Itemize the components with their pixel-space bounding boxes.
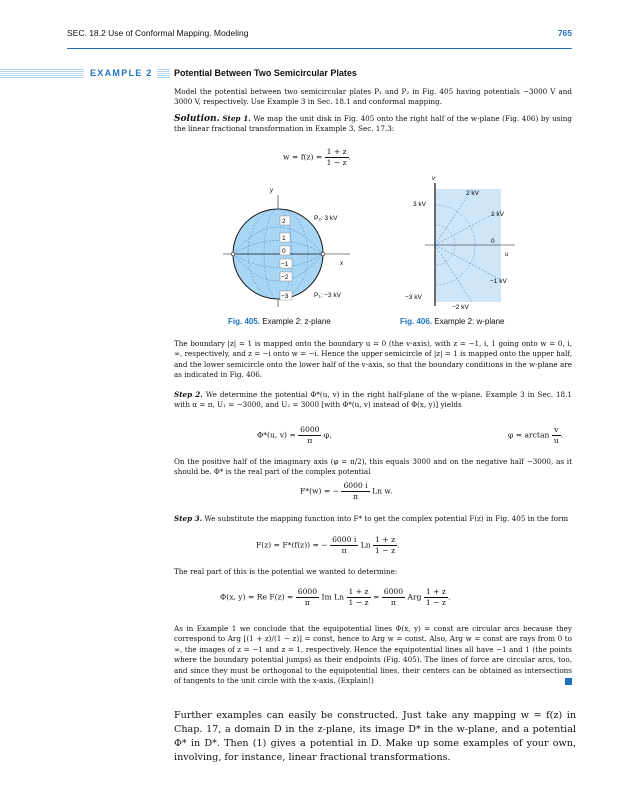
label-1: 1 (282, 235, 286, 242)
label-2kv: 2 kV (466, 190, 480, 197)
step3-text: We substitute the mapping function into F* to get the complex potential F(z) in Fig. 405 in the form (204, 514, 569, 523)
step3-paragraph (174, 514, 572, 524)
eq-phi-frac3 (382, 587, 405, 608)
equation-fstar (300, 481, 392, 502)
eq-phi-star-rest: φ, (323, 430, 332, 440)
eq-phi-frac4 (424, 587, 451, 608)
jump-point-right (321, 252, 325, 256)
solution-label: Solution. (174, 114, 220, 124)
eq-phi-imln: Im Ln (321, 592, 345, 602)
fig406-caption-text: Example 2: w-plane (434, 317, 505, 326)
plate-p2-label: P₂: 3 kV (314, 215, 338, 222)
running-header (67, 28, 572, 42)
fig405-caption-text: Example 2: z-plane (262, 317, 331, 326)
example-title: Potential Between Two Semicircular Plates (174, 68, 357, 78)
fig405-caption-number: Fig. 405. (228, 317, 261, 326)
step2-paragraph (174, 390, 572, 411)
eq-arctan-lhs: φ = arctan (508, 430, 550, 440)
equation-fz (256, 535, 400, 556)
step2-text: We determine the potential Φ*(u, v) in the right half-plane of the w-plane. Example 3 in Sec. 18.1 with α = π, U₁ = −3000, and U₂ = 3000 [with Φ*(u, v) instead of Φ(x, y)] yields (174, 390, 572, 410)
eq-map-den: 1 − z (326, 158, 347, 167)
end-of-example-mark (565, 678, 572, 685)
equation-arctan (508, 425, 563, 446)
eq-phi-star-frac (298, 425, 321, 446)
label-m1: −1 (281, 261, 289, 268)
step1-label: Step 1. (222, 114, 251, 123)
solution-text: We map the unit disk in Fig. 405 onto the right half of the w-plane (Fig. 406) by using the linear fractional transformation in Example 3, Sec. 17.3: (174, 114, 572, 134)
eq-fstar-lhs: F*(w) = − (300, 486, 340, 496)
label-m3: −3 (281, 293, 289, 300)
eq-fz-den2: 1 − z (375, 546, 396, 555)
eq-fz-end: . (397, 540, 400, 550)
imag-paragraph: On the positive half of the imaginary axis (φ = π/2), this equals 3000 and on the negative half −3000, as it should be. Φ* is the real part of the complex potential (174, 457, 572, 477)
eq-phi-star-den: π (307, 436, 313, 445)
label-m3kv: −3 kV (405, 294, 422, 301)
eq-fz-ln: Ln (360, 540, 371, 550)
eq-phi-arg: Arg (407, 592, 422, 602)
eq-fstar-num: 6000 i (343, 481, 368, 490)
eq-fstar-frac (341, 481, 369, 502)
label-0kv: 0 (491, 238, 495, 245)
figure-405-z-plane (218, 185, 368, 310)
label-m2: −2 (281, 274, 289, 281)
eq-arctan-den: u (553, 436, 559, 445)
jump-point-left (231, 252, 235, 256)
plate-p1-label: P₁: −3 kV (314, 292, 341, 299)
label-0: 0 (282, 248, 286, 255)
right-half-plane (435, 189, 501, 302)
eq-phi-den2: 1 − z (348, 598, 369, 607)
eq-fz-lhs: F(z) = F*(f(z)) = − (256, 540, 328, 550)
eq-map-frac (325, 147, 352, 168)
figure-406-w-plane (405, 173, 520, 313)
solution-paragraph (174, 114, 572, 135)
final-paragraph: Further examples can easily be constructed. Just take any mapping w = f(z) in Chap. 17, a domain D in the z-plane, its image D* in the w-plane, and a potential Φ* in D*. Then (1) gives a potential in D. Make up some examples of your own, involving, for instance, linear fractional transformations. (174, 710, 576, 763)
step2-label: Step 2. (174, 390, 203, 399)
eq-map-lhs: w = f(z) = (283, 152, 323, 162)
example-label: EXAMPLE 2 (84, 68, 157, 78)
eq-phi-num: 6000 (297, 587, 318, 596)
eq-map-num: 1 + z (326, 147, 347, 156)
fig406-caption (400, 317, 505, 326)
eq-phi-den3: π (390, 598, 396, 607)
page-number: 765 (557, 28, 572, 38)
conclusion-text: As in Example 1 we conclude that the equipotential lines Φ(x, y) = const are circular arcs because they correspond to Arg [(1 + z)/(1 − z)] = const, hence to Arg w = const. Also, Arg w = const are rays from 0 to ∞, the images of z = −1 and z = 1, respectively. Hence the equipotential lines all have −1 and 1 (the points where the boundary potential jumps) as their endpoints (Fig. 405). The lines of force are circular arcs, too, and since they must be orthogonal to the equipotential lines, their centers can be obtained as intersections of tangents to the unit circle with the x-axis. (Explain!) (174, 624, 572, 686)
fig405-caption (228, 317, 331, 326)
eq-phi-frac2 (347, 587, 371, 608)
label-1kv: 1 kV (491, 211, 505, 218)
axis-u-label: u (505, 252, 509, 258)
boundary-paragraph: The boundary |z| = 1 is mapped onto the boundary u = 0 (the v-axis), with z = −1, i, 1 going onto w = 0, i, ∞, respectively, and z = −i onto w = −i. Hence the upper semicircle of |z| = 1 is mapped onto the upper half, and the lower semicircle onto the lower half of the v-axis, so that the boundary conditions in the w-plane are as indicated in Fig. 406. (174, 339, 572, 380)
equation-map (283, 147, 351, 168)
eq-phi-star-lhs: Φ*(u, v) = (257, 430, 296, 440)
eq-fz-den: π (341, 546, 347, 555)
intro-paragraph: Model the potential between two semicircular plates P₁ and P₂ in Fig. 405 having potentials −3000 V and 3000 V, respectively. Use Example 3 in Sec. 18.1 and conformal mapping. (174, 87, 572, 107)
label-m2kv: −2 kV (452, 304, 469, 311)
label-2: 2 (282, 218, 286, 225)
eq-fstar-den: π (353, 492, 359, 501)
step3-label: Step 3. (174, 514, 203, 523)
conclusion-paragraph (174, 624, 572, 686)
axis-v-label: v (432, 176, 435, 182)
eq-phi-lhs: Φ(x, y) = Re F(z) = (220, 592, 294, 602)
eq-phi-den4: 1 − z (425, 598, 446, 607)
equation-phi-star (257, 425, 332, 446)
eq-fstar-rest: Ln w. (372, 486, 393, 496)
real-part-paragraph: The real part of this is the potential we wanted to determine: (174, 567, 398, 576)
eq-phi-num2: 1 + z (348, 587, 369, 596)
eq-fz-frac1 (330, 535, 358, 556)
axis-y-label: y (270, 188, 273, 194)
axis-x-label: x (340, 261, 343, 267)
header-rule (67, 48, 572, 49)
eq-phi-star-num: 6000 (300, 425, 320, 434)
eq-arctan-end: . (560, 430, 564, 440)
eq-phi-frac1 (296, 587, 319, 608)
label-m1kv: −1 kV (490, 278, 507, 285)
eq-phi-den: π (304, 598, 310, 607)
eq-phi-equals: = (372, 592, 380, 602)
eq-arctan-num: v (552, 425, 561, 436)
eq-fz-frac2 (373, 535, 400, 556)
eq-arctan-frac (552, 425, 564, 446)
label-3kv: 3 kV (413, 201, 427, 208)
eq-phi-end: . (447, 592, 451, 602)
eq-fz-num: 6000 i (332, 535, 357, 544)
eq-fz-num2: 1 + z (375, 535, 396, 544)
eq-map-end: . (348, 152, 352, 162)
fig406-caption-number: Fig. 406. (400, 317, 433, 326)
eq-phi-num3: 6000 (383, 587, 404, 596)
section-title: SEC. 18.2 Use of Conformal Mapping. Modeling (67, 28, 249, 38)
equation-phi (220, 587, 450, 608)
eq-phi-num4: 1 + z (425, 587, 446, 596)
